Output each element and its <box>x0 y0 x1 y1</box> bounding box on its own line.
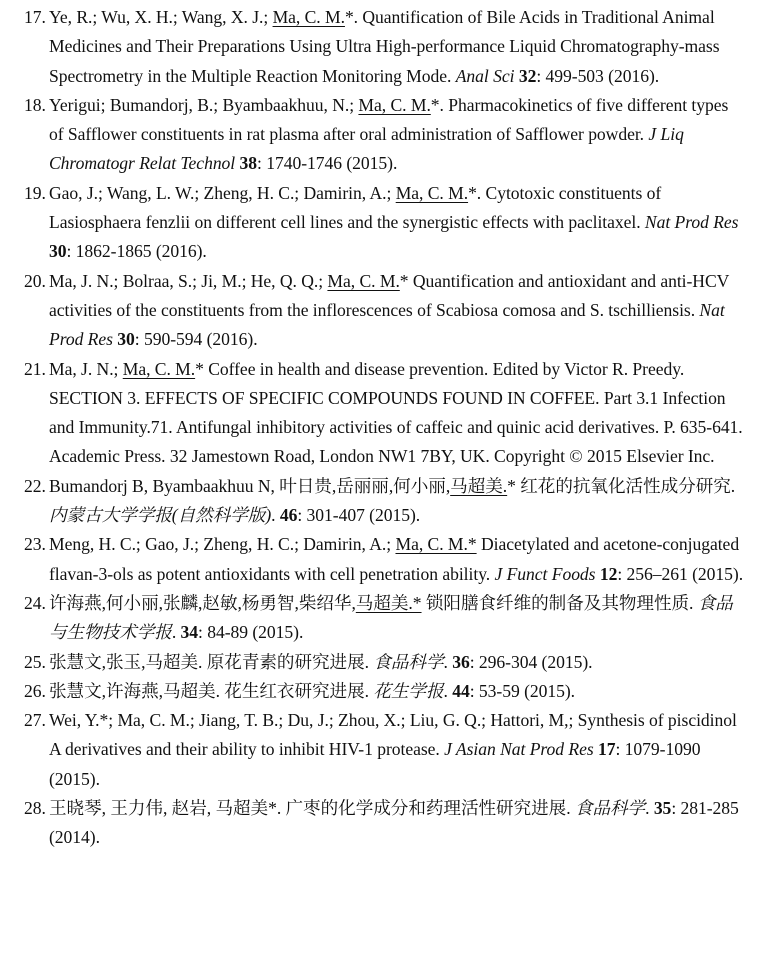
reference-item <box>24 3 745 91</box>
reference-highlighted-author: Ma, C. M. <box>395 182 469 203</box>
reference-journal: Anal Sci <box>455 65 515 86</box>
reference-number: 18. <box>24 94 46 115</box>
reference-highlighted-author: Ma, C. M. <box>122 358 196 379</box>
reference-item <box>24 267 745 355</box>
reference-title: * 红花的抗氧化活性成分研究. <box>507 475 736 496</box>
reference-number: 20. <box>24 270 46 291</box>
reference-item <box>24 179 745 267</box>
reference-item <box>24 589 745 648</box>
reference-authors: Yerigui; Bumandorj, B.; Byambaakhuu, N.; <box>49 94 359 115</box>
reference-separator: . <box>271 505 280 526</box>
reference-highlighted-author: Ma, C. M. <box>272 7 345 27</box>
reference-volume: 36 <box>452 651 470 672</box>
reference-separator: . <box>645 798 654 819</box>
reference-number: 24. <box>24 592 46 613</box>
reference-pages-year: : 296-304 (2015). <box>469 651 593 672</box>
reference-volume: 17 <box>598 739 616 760</box>
reference-item <box>24 91 745 179</box>
reference-pages-year: : 1862-1865 (2016). <box>66 241 207 262</box>
reference-title: Diacetylated and acetone-conjugated flavan-3-ols as potent antioxidants with cell penetration ability. <box>49 534 740 584</box>
reference-authors: Ma, J. N.; <box>49 358 123 379</box>
reference-volume: 38 <box>239 153 258 174</box>
reference-volume: 30 <box>117 329 135 350</box>
reference-item <box>24 677 745 706</box>
reference-item <box>24 794 745 853</box>
reference-number: 28. <box>24 798 46 819</box>
reference-highlighted-author: 马超美.* <box>355 592 422 613</box>
reference-title: *. Cytotoxic constituents of Lasiosphaera fenzlii on different cell lines and the synergistic effects with paclitaxel. <box>49 182 662 233</box>
reference-item <box>24 355 745 472</box>
reference-pages-year: : 1079-1090 (2015). <box>49 739 701 789</box>
reference-journal: 花生学报 <box>373 680 444 701</box>
reference-volume: 46 <box>279 505 298 526</box>
reference-journal: 食品与生物技术学报 <box>49 592 733 643</box>
reference-number: 19. <box>24 182 46 203</box>
reference-journal: Nat Prod Res <box>644 212 739 233</box>
reference-authors: Ye, R.; Wu, X. H.; Wang, X. J.; <box>49 7 273 27</box>
reference-authors: Meng, H. C.; Gao, J.; Zheng, H. C.; Damirin, A.; <box>49 534 396 555</box>
reference-list <box>24 3 745 853</box>
reference-number: 26. <box>24 680 46 701</box>
reference-authors: 王晓琴, 王力伟, 赵岩, 马超美*. 广枣的化学成分和药理活性研究进展. <box>49 798 575 819</box>
reference-highlighted-author: Ma, C. M. <box>327 270 400 291</box>
reference-journal: 食品科学 <box>574 798 646 819</box>
reference-authors: 张慧文,张玉,马超美. 原花青素的研究进展. <box>49 651 374 672</box>
reference-volume: 44 <box>452 680 470 701</box>
reference-journal: Nat Prod Res <box>49 299 725 350</box>
reference-authors: 张慧文,许海燕,马超美. 花生红衣研究进展. <box>49 680 374 701</box>
reference-title: *. Pharmacokinetics of five different types of Safflower constituents in rat plasma after oral administration of Safflower powder. <box>49 94 729 145</box>
reference-volume: 32 <box>518 65 537 86</box>
reference-item <box>24 472 745 531</box>
reference-pages-year: : 256–261 (2015). <box>617 563 744 584</box>
reference-volume: 34 <box>180 622 199 643</box>
reference-title: * Coffee in health and disease prevention. Edited by Victor R. Preedy. SECTION 3. EFFECTS OF SPECIFIC COMPOUNDS FOUND IN COFFEE. Part 3.1 Infection and Immunity.71. Antifungal inhibitory activities of caffeic and quinic acid derivatives. P. 635-641. Academic Press. 32 Jamestown Road, London NW1 7BY, UK. Copyright © 2015 Elsevier Inc. <box>49 358 743 467</box>
reference-authors: Ma, J. N.; Bolraa, S.; Ji, M.; He, Q. Q.; <box>49 270 328 291</box>
reference-title: *. Quantification of Bile Acids in Traditional Animal Medicines and Their Preparations Using Ultra High-performance Liquid Chromatography-mass Spectrometry in the Multiple Reaction Monitoring Mode. <box>49 7 720 86</box>
reference-number: 17. <box>24 7 46 27</box>
reference-volume: 30 <box>49 241 67 262</box>
reference-highlighted-author: Ma, C. M. <box>358 94 431 115</box>
reference-authors: Bumandorj B, Byambaakhuu N, 叶日贵,岳丽丽,何小丽, <box>49 475 451 496</box>
reference-pages-year: : 590-594 (2016). <box>134 329 258 350</box>
reference-number: 23. <box>24 534 46 555</box>
reference-pages-year: : 53-59 (2015). <box>469 680 576 701</box>
reference-authors: 许海燕,何小丽,张麟,赵敏,杨勇智,柴绍华, <box>49 592 356 613</box>
reference-journal: 食品科学 <box>373 651 444 672</box>
reference-number: 25. <box>24 651 46 672</box>
reference-pages-year: : 499-503 (2016). <box>536 65 660 86</box>
reference-authors: Gao, J.; Wang, L. W.; Zheng, H. C.; Damirin, A.; <box>49 182 396 203</box>
reference-volume: 35 <box>653 798 672 819</box>
reference-highlighted-author: Ma, C. M.* <box>395 534 477 555</box>
reference-journal: J Asian Nat Prod Res <box>444 739 594 760</box>
reference-separator: . <box>171 622 181 643</box>
reference-item <box>24 530 745 589</box>
reference-journal: J Liq Chromatogr Relat Technol <box>49 124 684 174</box>
reference-separator: . <box>443 680 453 701</box>
reference-number: 22. <box>24 475 46 496</box>
reference-pages-year: : 1740-1746 (2015). <box>257 153 398 174</box>
reference-authors: Wei, Y.*; Ma, C. M.; Jiang, T. B.; Du, J.; Zhou, X.; Liu, G. Q.; Hattori, M,; Synthesis of piscidinol A derivatives and their ability to inhibit HIV-1 protease. <box>49 710 737 760</box>
reference-journal: 内蒙古大学学报(自然科学版) <box>49 505 272 526</box>
reference-title: 锁阳膳食纤维的制备及其物理性质. <box>421 592 698 613</box>
reference-pages-year: : 281-285 (2014). <box>49 798 739 848</box>
reference-number: 27. <box>24 710 46 731</box>
reference-item <box>24 706 745 794</box>
reference-separator: . <box>443 651 453 672</box>
reference-number: 21. <box>24 358 46 379</box>
reference-highlighted-author: 马超美. <box>450 475 508 496</box>
reference-item <box>24 648 745 677</box>
reference-journal: J Funct Foods <box>494 563 596 584</box>
reference-title: * Quantification and antioxidant and anti-HCV activities of the constituents from the inflorescences of Scabiosa comosa and S. tschilliensis. <box>49 270 729 320</box>
reference-volume: 12 <box>599 563 618 584</box>
reference-pages-year: : 84-89 (2015). <box>198 622 304 643</box>
reference-pages-year: : 301-407 (2015). <box>297 505 421 526</box>
